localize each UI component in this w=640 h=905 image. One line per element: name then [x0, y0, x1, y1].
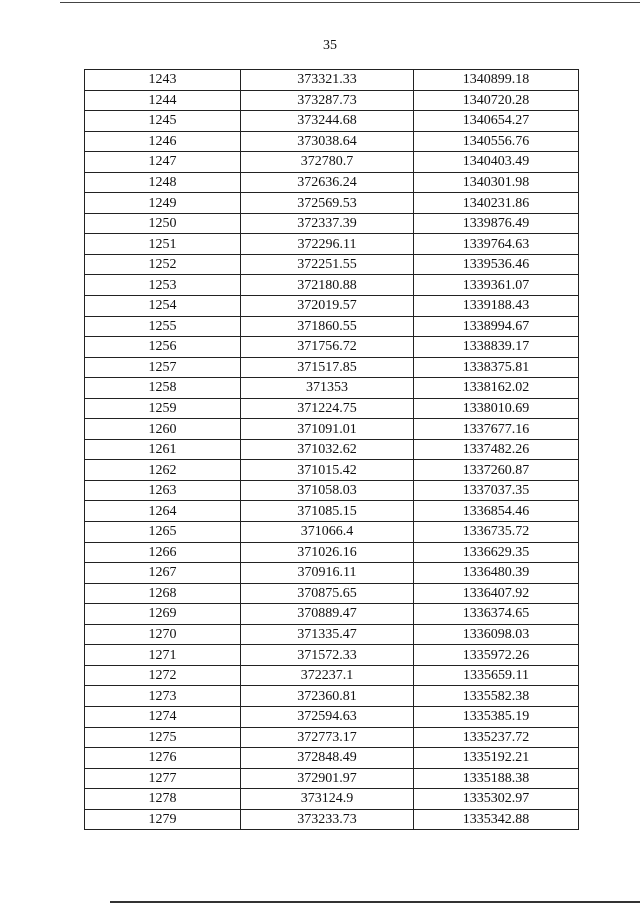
y-coordinate-cell: 1337037.35: [414, 480, 579, 501]
y-coordinate-cell: 1338162.02: [414, 378, 579, 399]
table-row: [85, 275, 579, 296]
table-row: [85, 768, 579, 789]
x-coordinate-cell: 371335.47: [241, 624, 414, 645]
x-coordinate-cell: 372636.24: [241, 172, 414, 193]
point-number-cell: 1275: [85, 727, 241, 748]
x-coordinate-cell: 373124.9: [241, 789, 414, 810]
y-coordinate-cell: 1340403.49: [414, 152, 579, 173]
x-coordinate-cell: 371058.03: [241, 480, 414, 501]
x-coordinate-cell: 371517.85: [241, 357, 414, 378]
table-row: [85, 296, 579, 317]
point-number-cell: 1265: [85, 522, 241, 543]
y-coordinate-cell: 1336735.72: [414, 522, 579, 543]
table-row: [85, 748, 579, 769]
table-row: [85, 604, 579, 625]
table-row: [85, 789, 579, 810]
table-row: [85, 686, 579, 707]
y-coordinate-cell: 1340556.76: [414, 131, 579, 152]
x-coordinate-cell: 373287.73: [241, 90, 414, 111]
y-coordinate-cell: 1337260.87: [414, 460, 579, 481]
y-coordinate-cell: 1335659.11: [414, 665, 579, 686]
table-row: [85, 172, 579, 193]
point-number-cell: 1257: [85, 357, 241, 378]
x-coordinate-cell: 372848.49: [241, 748, 414, 769]
x-coordinate-cell: 372569.53: [241, 193, 414, 214]
table-row: [85, 90, 579, 111]
point-number-cell: 1249: [85, 193, 241, 214]
point-number-cell: 1252: [85, 254, 241, 275]
x-coordinate-cell: 372901.97: [241, 768, 414, 789]
table-body: [85, 70, 579, 830]
point-number-cell: 1278: [85, 789, 241, 810]
top-rule: [60, 2, 640, 3]
point-number-cell: 1261: [85, 439, 241, 460]
y-coordinate-cell: 1335188.38: [414, 768, 579, 789]
point-number-cell: 1271: [85, 645, 241, 666]
y-coordinate-cell: 1335385.19: [414, 706, 579, 727]
table-row: [85, 337, 579, 358]
y-coordinate-cell: 1338375.81: [414, 357, 579, 378]
table-row: [85, 111, 579, 132]
y-coordinate-cell: 1337482.26: [414, 439, 579, 460]
point-number-cell: 1269: [85, 604, 241, 625]
table-row: [85, 665, 579, 686]
point-number-cell: 1259: [85, 398, 241, 419]
table-row: [85, 193, 579, 214]
y-coordinate-cell: 1336098.03: [414, 624, 579, 645]
x-coordinate-cell: 371572.33: [241, 645, 414, 666]
y-coordinate-cell: 1335972.26: [414, 645, 579, 666]
point-number-cell: 1248: [85, 172, 241, 193]
y-coordinate-cell: 1340899.18: [414, 70, 579, 91]
point-number-cell: 1255: [85, 316, 241, 337]
x-coordinate-cell: 373233.73: [241, 809, 414, 830]
x-coordinate-cell: 373038.64: [241, 131, 414, 152]
point-number-cell: 1272: [85, 665, 241, 686]
point-number-cell: 1244: [85, 90, 241, 111]
point-number-cell: 1267: [85, 563, 241, 584]
x-coordinate-cell: 372180.88: [241, 275, 414, 296]
x-coordinate-cell: 371085.15: [241, 501, 414, 522]
y-coordinate-cell: 1339188.43: [414, 296, 579, 317]
x-coordinate-cell: 371026.16: [241, 542, 414, 563]
point-number-cell: 1243: [85, 70, 241, 91]
point-number-cell: 1263: [85, 480, 241, 501]
y-coordinate-cell: 1335582.38: [414, 686, 579, 707]
y-coordinate-cell: 1335342.88: [414, 809, 579, 830]
y-coordinate-cell: 1335237.72: [414, 727, 579, 748]
y-coordinate-cell: 1335192.21: [414, 748, 579, 769]
point-number-cell: 1277: [85, 768, 241, 789]
y-coordinate-cell: 1339361.07: [414, 275, 579, 296]
y-coordinate-cell: 1336854.46: [414, 501, 579, 522]
x-coordinate-cell: 371091.01: [241, 419, 414, 440]
x-coordinate-cell: 371066.4: [241, 522, 414, 543]
x-coordinate-cell: 370875.65: [241, 583, 414, 604]
coordinates-table: [84, 69, 579, 830]
y-coordinate-cell: 1339876.49: [414, 213, 579, 234]
point-number-cell: 1273: [85, 686, 241, 707]
table-row: [85, 645, 579, 666]
y-coordinate-cell: 1338994.67: [414, 316, 579, 337]
table-row: [85, 727, 579, 748]
table-row: [85, 131, 579, 152]
x-coordinate-cell: 370889.47: [241, 604, 414, 625]
table-row: [85, 234, 579, 255]
point-number-cell: 1247: [85, 152, 241, 173]
x-coordinate-cell: 371032.62: [241, 439, 414, 460]
table-row: [85, 480, 579, 501]
y-coordinate-cell: 1336407.92: [414, 583, 579, 604]
table-row: [85, 357, 579, 378]
x-coordinate-cell: 372251.55: [241, 254, 414, 275]
y-coordinate-cell: 1338010.69: [414, 398, 579, 419]
x-coordinate-cell: 371353: [241, 378, 414, 399]
table-row: [85, 254, 579, 275]
table-row: [85, 213, 579, 234]
point-number-cell: 1260: [85, 419, 241, 440]
y-coordinate-cell: 1338839.17: [414, 337, 579, 358]
y-coordinate-cell: 1340720.28: [414, 90, 579, 111]
point-number-cell: 1258: [85, 378, 241, 399]
table-row: [85, 809, 579, 830]
x-coordinate-cell: 371860.55: [241, 316, 414, 337]
x-coordinate-cell: 372360.81: [241, 686, 414, 707]
y-coordinate-cell: 1336480.39: [414, 563, 579, 584]
y-coordinate-cell: 1337677.16: [414, 419, 579, 440]
table-row: [85, 316, 579, 337]
point-number-cell: 1245: [85, 111, 241, 132]
table-row: [85, 70, 579, 91]
table-row: [85, 419, 579, 440]
point-number-cell: 1246: [85, 131, 241, 152]
x-coordinate-cell: 370916.11: [241, 563, 414, 584]
point-number-cell: 1270: [85, 624, 241, 645]
y-coordinate-cell: 1340301.98: [414, 172, 579, 193]
point-number-cell: 1251: [85, 234, 241, 255]
point-number-cell: 1256: [85, 337, 241, 358]
point-number-cell: 1274: [85, 706, 241, 727]
table-row: [85, 378, 579, 399]
point-number-cell: 1276: [85, 748, 241, 769]
x-coordinate-cell: 372019.57: [241, 296, 414, 317]
x-coordinate-cell: 372237.1: [241, 665, 414, 686]
point-number-cell: 1262: [85, 460, 241, 481]
x-coordinate-cell: 372594.63: [241, 706, 414, 727]
x-coordinate-cell: 371224.75: [241, 398, 414, 419]
table-row: [85, 522, 579, 543]
table-row: [85, 563, 579, 584]
table-row: [85, 398, 579, 419]
x-coordinate-cell: 371756.72: [241, 337, 414, 358]
bottom-rule: [110, 901, 640, 903]
y-coordinate-cell: 1335302.97: [414, 789, 579, 810]
y-coordinate-cell: 1340231.86: [414, 193, 579, 214]
point-number-cell: 1253: [85, 275, 241, 296]
table-row: [85, 439, 579, 460]
y-coordinate-cell: 1339536.46: [414, 254, 579, 275]
point-number-cell: 1254: [85, 296, 241, 317]
point-number-cell: 1250: [85, 213, 241, 234]
point-number-cell: 1268: [85, 583, 241, 604]
y-coordinate-cell: 1336629.35: [414, 542, 579, 563]
table-row: [85, 152, 579, 173]
x-coordinate-cell: 372780.7: [241, 152, 414, 173]
x-coordinate-cell: 372773.17: [241, 727, 414, 748]
point-number-cell: 1266: [85, 542, 241, 563]
x-coordinate-cell: 372296.11: [241, 234, 414, 255]
x-coordinate-cell: 373321.33: [241, 70, 414, 91]
table-row: [85, 583, 579, 604]
y-coordinate-cell: 1339764.63: [414, 234, 579, 255]
table-row: [85, 542, 579, 563]
y-coordinate-cell: 1340654.27: [414, 111, 579, 132]
table-row: [85, 624, 579, 645]
point-number-cell: 1264: [85, 501, 241, 522]
x-coordinate-cell: 371015.42: [241, 460, 414, 481]
table-row: [85, 706, 579, 727]
y-coordinate-cell: 1336374.65: [414, 604, 579, 625]
x-coordinate-cell: 373244.68: [241, 111, 414, 132]
page-number: 35: [323, 38, 337, 53]
x-coordinate-cell: 372337.39: [241, 213, 414, 234]
table-row: [85, 501, 579, 522]
point-number-cell: 1279: [85, 809, 241, 830]
table-row: [85, 460, 579, 481]
